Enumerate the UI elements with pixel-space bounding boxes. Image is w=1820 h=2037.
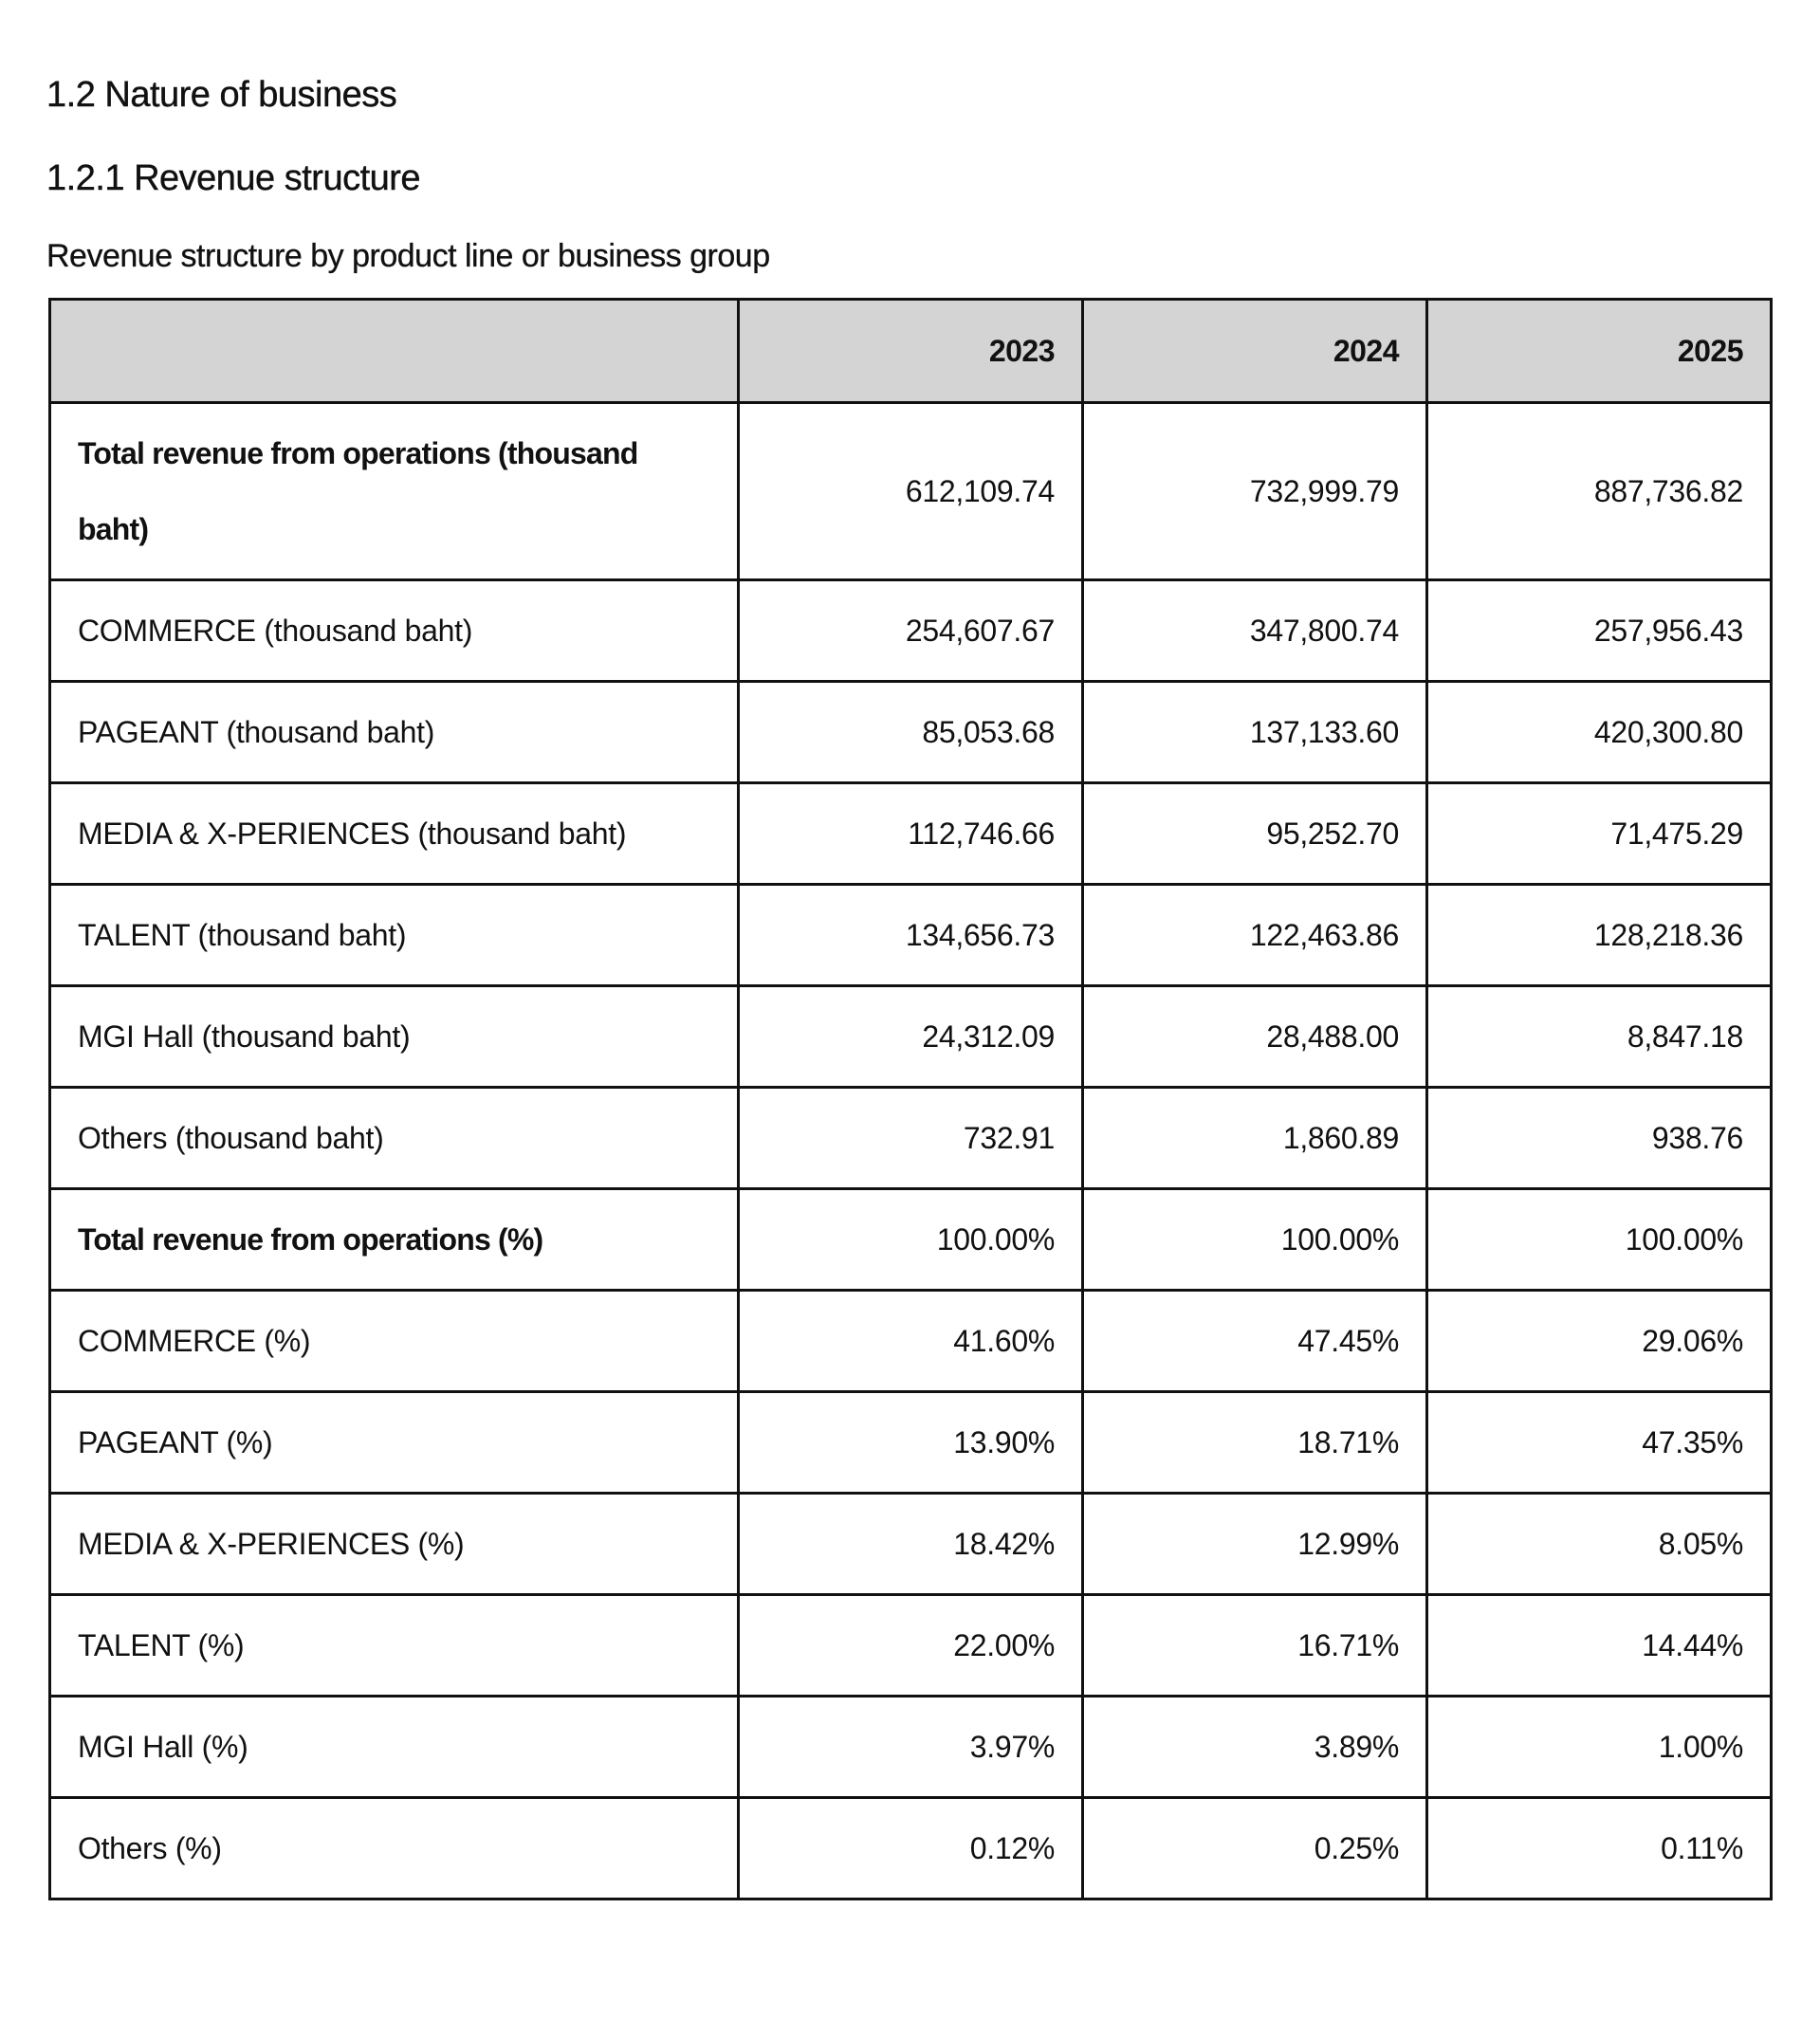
table-row (50, 1088, 1772, 1189)
value-cell-2023: 3.97% (739, 1697, 1083, 1798)
table-row (50, 885, 1772, 986)
row-label: TALENT (%) (50, 1595, 739, 1697)
value-cell-2024: 347,800.74 (1083, 580, 1427, 682)
value-cell-2024: 47.45% (1083, 1291, 1427, 1392)
row-label: MEDIA & X-PERIENCES (thousand baht) (50, 783, 739, 885)
value-cell-2024: 1,860.89 (1083, 1088, 1427, 1189)
table-row (50, 580, 1772, 682)
header-row (50, 300, 1772, 403)
section-heading: 1.2 Nature of business (46, 75, 397, 115)
value-cell-2023: 41.60% (739, 1291, 1083, 1392)
value-cell-2023: 18.42% (739, 1494, 1083, 1595)
row-label: Total revenue from operations (%) (50, 1189, 739, 1291)
value-cell-2025: 887,736.82 (1427, 403, 1772, 580)
value-cell-2025: 420,300.80 (1427, 682, 1772, 783)
table-header (50, 300, 1772, 403)
table-row (50, 403, 1772, 580)
value-cell-2025: 0.11% (1427, 1798, 1772, 1899)
table-row (50, 1494, 1772, 1595)
row-label: PAGEANT (%) (50, 1392, 739, 1494)
table-row (50, 1392, 1772, 1494)
value-cell-2023: 100.00% (739, 1189, 1083, 1291)
row-label: Others (%) (50, 1798, 739, 1899)
row-label: MGI Hall (thousand baht) (50, 986, 739, 1088)
row-label: COMMERCE (thousand baht) (50, 580, 739, 682)
row-label: MEDIA & X-PERIENCES (%) (50, 1494, 739, 1595)
value-cell-2025: 938.76 (1427, 1088, 1772, 1189)
value-cell-2025: 71,475.29 (1427, 783, 1772, 885)
value-cell-2023: 732.91 (739, 1088, 1083, 1189)
value-cell-2023: 85,053.68 (739, 682, 1083, 783)
table-row (50, 1595, 1772, 1697)
value-cell-2023: 134,656.73 (739, 885, 1083, 986)
header-cell-2023: 2023 (739, 300, 1083, 403)
value-cell-2025: 257,956.43 (1427, 580, 1772, 682)
value-cell-2025: 14.44% (1427, 1595, 1772, 1697)
value-cell-2023: 612,109.74 (739, 403, 1083, 580)
value-cell-2024: 28,488.00 (1083, 986, 1427, 1088)
value-cell-2024: 3.89% (1083, 1697, 1427, 1798)
row-label: TALENT (thousand baht) (50, 885, 739, 986)
value-cell-2025: 47.35% (1427, 1392, 1772, 1494)
row-label: MGI Hall (%) (50, 1697, 739, 1798)
table-row (50, 783, 1772, 885)
value-cell-2025: 8.05% (1427, 1494, 1772, 1595)
value-cell-2023: 24,312.09 (739, 986, 1083, 1088)
value-cell-2023: 0.12% (739, 1798, 1083, 1899)
value-cell-2023: 112,746.66 (739, 783, 1083, 885)
table-body (50, 403, 1772, 1899)
value-cell-2023: 22.00% (739, 1595, 1083, 1697)
table-row (50, 986, 1772, 1088)
table-caption: Revenue structure by product line or business group (46, 238, 770, 274)
value-cell-2025: 8,847.18 (1427, 986, 1772, 1088)
table-row (50, 682, 1772, 783)
revenue-structure-table (48, 298, 1773, 1900)
value-cell-2024: 100.00% (1083, 1189, 1427, 1291)
value-cell-2025: 100.00% (1427, 1189, 1772, 1291)
value-cell-2024: 18.71% (1083, 1392, 1427, 1494)
value-cell-2024: 137,133.60 (1083, 682, 1427, 783)
table-row (50, 1798, 1772, 1899)
table-row (50, 1189, 1772, 1291)
table-row (50, 1291, 1772, 1392)
value-cell-2024: 16.71% (1083, 1595, 1427, 1697)
header-cell-label (50, 300, 739, 403)
row-label: Total revenue from operations (thousand baht) (50, 403, 739, 580)
value-cell-2024: 95,252.70 (1083, 783, 1427, 885)
value-cell-2023: 13.90% (739, 1392, 1083, 1494)
row-label: PAGEANT (thousand baht) (50, 682, 739, 783)
row-label: COMMERCE (%) (50, 1291, 739, 1392)
value-cell-2024: 732,999.79 (1083, 403, 1427, 580)
header-cell-2025: 2025 (1427, 300, 1772, 403)
header-cell-2024: 2024 (1083, 300, 1427, 403)
table-row (50, 1697, 1772, 1798)
subsection-heading: 1.2.1 Revenue structure (46, 158, 421, 198)
value-cell-2025: 128,218.36 (1427, 885, 1772, 986)
value-cell-2025: 29.06% (1427, 1291, 1772, 1392)
value-cell-2024: 122,463.86 (1083, 885, 1427, 986)
value-cell-2024: 0.25% (1083, 1798, 1427, 1899)
value-cell-2024: 12.99% (1083, 1494, 1427, 1595)
value-cell-2025: 1.00% (1427, 1697, 1772, 1798)
row-label: Others (thousand baht) (50, 1088, 739, 1189)
value-cell-2023: 254,607.67 (739, 580, 1083, 682)
